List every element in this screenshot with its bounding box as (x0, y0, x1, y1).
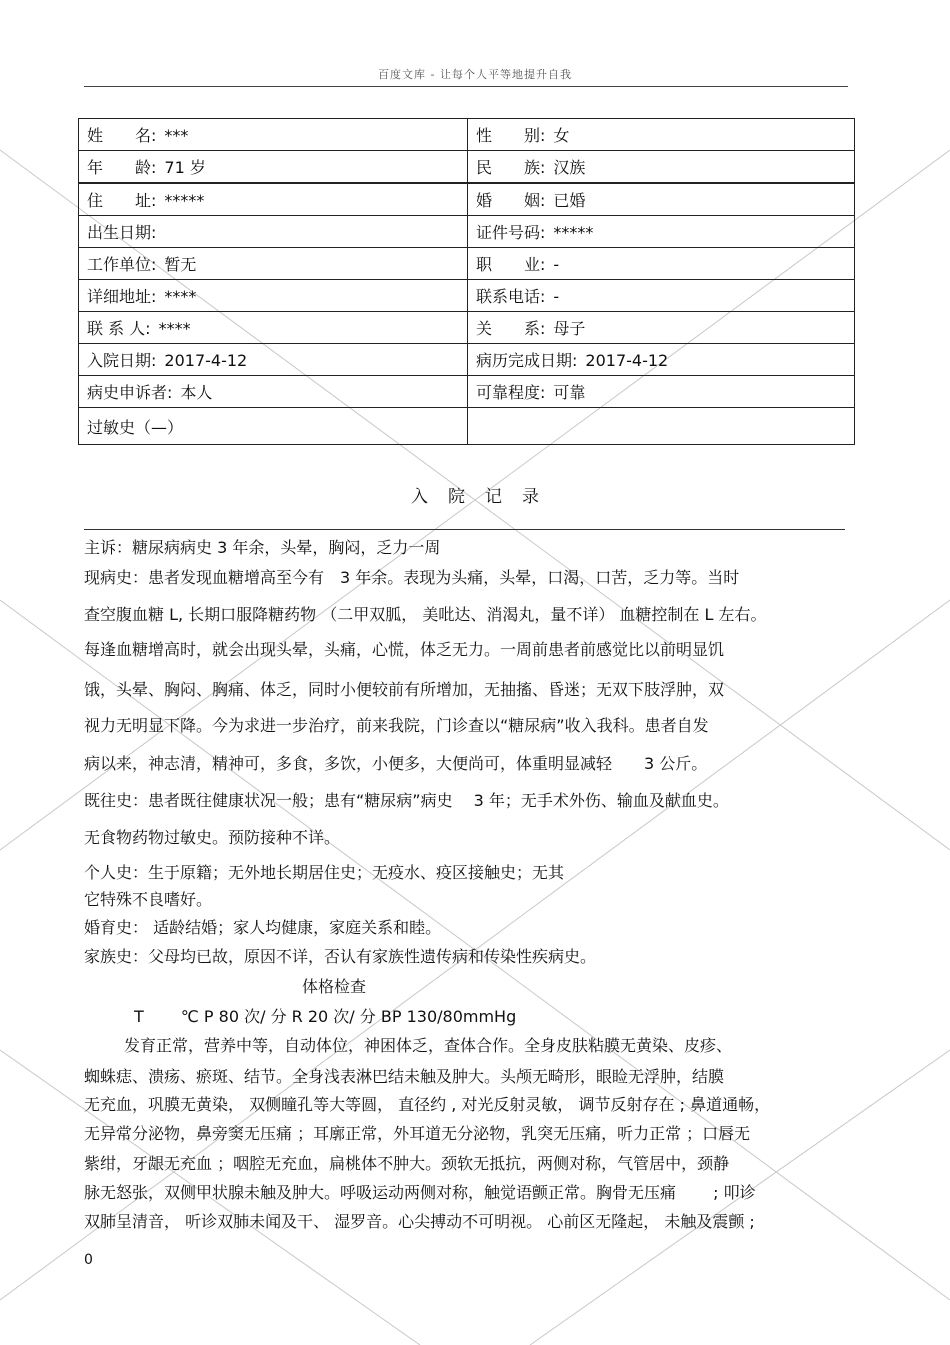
chief-complaint-line: 主诉：糖尿病病史 3 年余，头晕，胸闷，乏力一周 (84, 538, 441, 557)
field-label: 联系电话: (476, 287, 546, 306)
patient-info-cell (468, 344, 855, 376)
page-number: 0 (84, 1252, 93, 1268)
patient-info-row (79, 408, 855, 445)
patient-info-cell (79, 216, 468, 248)
field-label: 职 业: (476, 255, 546, 274)
patient-info-row (79, 119, 855, 151)
history-line: 每逢血糖增高时，就会出现头晕，头痛，心慌，体乏无力。一周前患者前感觉比以前明显饥 (84, 640, 725, 659)
page-header: 百度文库 - 让每个人平等地提升自我 (378, 68, 572, 81)
patient-info-row (79, 312, 855, 344)
field-value: ***** (164, 191, 205, 210)
patient-info-row (79, 248, 855, 280)
history-line: 饿，头晕、胸闷、胸痛、体乏，同时小便较前有所增加，无抽搐、昏迷；无双下肢浮肿，双 (84, 680, 725, 699)
patient-info-cell (79, 119, 468, 151)
field-value: 本人 (180, 383, 213, 402)
patient-info-cell (468, 183, 855, 216)
patient-info-cell (79, 376, 468, 408)
patient-info-cell (468, 119, 855, 151)
personal-history-line: 个人史：生于原籍；无外地长期居住史；无疫水、疫区接触史；无其 (84, 863, 565, 882)
exam-line: 紫绀，牙龈无充血 ；咽腔无充血，扁桃体不肿大。颈软无抵抗，两侧对称，气管居中，颈静 (84, 1154, 730, 1173)
patient-info-cell (468, 151, 855, 184)
exam-line: 发育正常，营养中等，自动体位，神困体乏，查体合作。全身皮肤粘膜无黄染、皮疹、 (124, 1036, 733, 1055)
family-history-line: 家族史：父母均已故，原因不详，否认有家族性遗传病和传染性疾病史。 (84, 947, 597, 966)
exam-title: 体格检查 (302, 977, 367, 996)
patient-info-row (79, 376, 855, 408)
patient-info-row (79, 344, 855, 376)
field-label: 姓 名: (87, 126, 157, 145)
patient-info-cell (79, 344, 468, 376)
patient-info-row (79, 280, 855, 312)
record-title: 入院记录 (411, 487, 559, 507)
field-label: 出生日期: (87, 223, 157, 242)
field-label: 证件号码: (476, 223, 546, 242)
personal-history-line: 它特殊不良嗜好。 (84, 890, 213, 909)
field-label: 病历完成日期: (476, 351, 578, 370)
field-value: 母子 (553, 319, 586, 338)
patient-info-row (79, 183, 855, 216)
field-label: 可靠程度: (476, 383, 546, 402)
exam-line: 脉无怒张，双侧甲状腺未触及肿大。呼吸运动两侧对称，触觉语颤正常。胸骨无压痛 ; 叩诊 (84, 1183, 756, 1202)
marriage-history-line: 婚育史： 适龄结婚；家人均健康，家庭关系和睦。 (84, 918, 442, 937)
exam-line: 蜘蛛痣、溃疡、瘀斑、结节。全身浅表淋巴结未触及肿大。头颅无畸形，眼睑无浮肿，结膜 (84, 1067, 725, 1086)
patient-info-row (79, 216, 855, 248)
field-label: 联 系 人: (87, 319, 151, 338)
record-divider (84, 529, 845, 530)
field-label: 婚 姻: (476, 191, 546, 210)
field-value: - (553, 287, 560, 306)
past-history-line: 既往史：患者既往健康状况一般；患有“糖尿病”病史 3 年；无手术外伤、输血及献血史。 (84, 791, 729, 810)
field-label: 入院日期: (87, 351, 157, 370)
field-label: 工作单位: (87, 255, 157, 274)
patient-info-cell (79, 408, 468, 445)
exam-line: 无异常分泌物，鼻旁窦无压痛 ；耳廓正常，外耳道无分泌物，乳突无压痛，听力正常 ；口唇无 (84, 1124, 751, 1143)
history-line: 病以来，神志清，精神可，多食，多饮，小便多，大便尚可，体重明显减轻 3 公斤。 (84, 754, 708, 773)
field-value: ***** (553, 223, 594, 242)
field-value: - (553, 255, 560, 274)
field-value: 2017-4-12 (164, 351, 248, 370)
exam-line: 无充血，巩膜无黄染， 双侧瞳孔等大等圆， 直径约 , 对光反射灵敏， 调节反射存在 ; 鼻道通畅， (84, 1095, 771, 1114)
patient-info-cell (468, 312, 855, 344)
patient-info-cell (468, 408, 855, 445)
exam-line: 双肺呈清音， 听诊双肺未闻及干、 湿罗音。心尖搏动不可明视。 心前区无隆起， 未触及震颤 ; (84, 1212, 755, 1231)
patient-info-cell (79, 280, 468, 312)
history-line: 现病史：患者发现血糖增高至今有 3 年余。表现为头痛，头晕，口渴，口苦，乏力等。当时 (84, 568, 740, 587)
patient-info-cell (79, 248, 468, 280)
field-value: 2017-4-12 (585, 351, 669, 370)
patient-info-cell (79, 312, 468, 344)
field-value: *** (164, 126, 189, 145)
patient-info-cell (468, 216, 855, 248)
past-history-line: 无食物药物过敏史。预防接种不详。 (84, 828, 341, 847)
field-value: 暂无 (164, 255, 197, 274)
patient-info-cell (468, 376, 855, 408)
field-label: 性 别: (476, 126, 546, 145)
field-label: 关 系: (476, 319, 546, 338)
field-label: 过敏史（—） (87, 417, 184, 437)
field-value: 已婚 (553, 191, 586, 210)
patient-info-row (79, 151, 855, 184)
field-label: 详细地址: (87, 287, 157, 306)
patient-info-cell (79, 151, 468, 184)
field-value: **** (164, 287, 197, 306)
field-label: 病史申诉者: (87, 383, 173, 402)
field-label: 民 族: (476, 158, 546, 177)
patient-info-cell (79, 183, 468, 216)
field-value: 汉族 (553, 158, 586, 177)
patient-info-cell (468, 280, 855, 312)
field-label: 年 龄: (87, 158, 157, 177)
field-value: **** (158, 319, 191, 338)
field-value: 71 岁 (164, 158, 206, 177)
header-divider (84, 86, 848, 87)
history-line: 视力无明显下降。今为求进一步治疗，前来我院，门诊查以“糖尿病”收入我科。患者自发 (84, 716, 709, 735)
field-value: 女 (553, 126, 570, 145)
patient-info-table (78, 118, 855, 445)
vitals-line: T ℃ P 80 次/ 分 R 20 次/ 分 BP 130/80mmHg (134, 1007, 517, 1026)
field-value: 可靠 (553, 383, 586, 402)
patient-info-cell (468, 248, 855, 280)
field-label: 住 址: (87, 191, 157, 210)
history-line: 查空腹血糖 L, 长期口服降糖药物 （二甲双胍， 美吡达、消渴丸，量不详） 血糖控制在 L 左右。 (84, 605, 767, 624)
